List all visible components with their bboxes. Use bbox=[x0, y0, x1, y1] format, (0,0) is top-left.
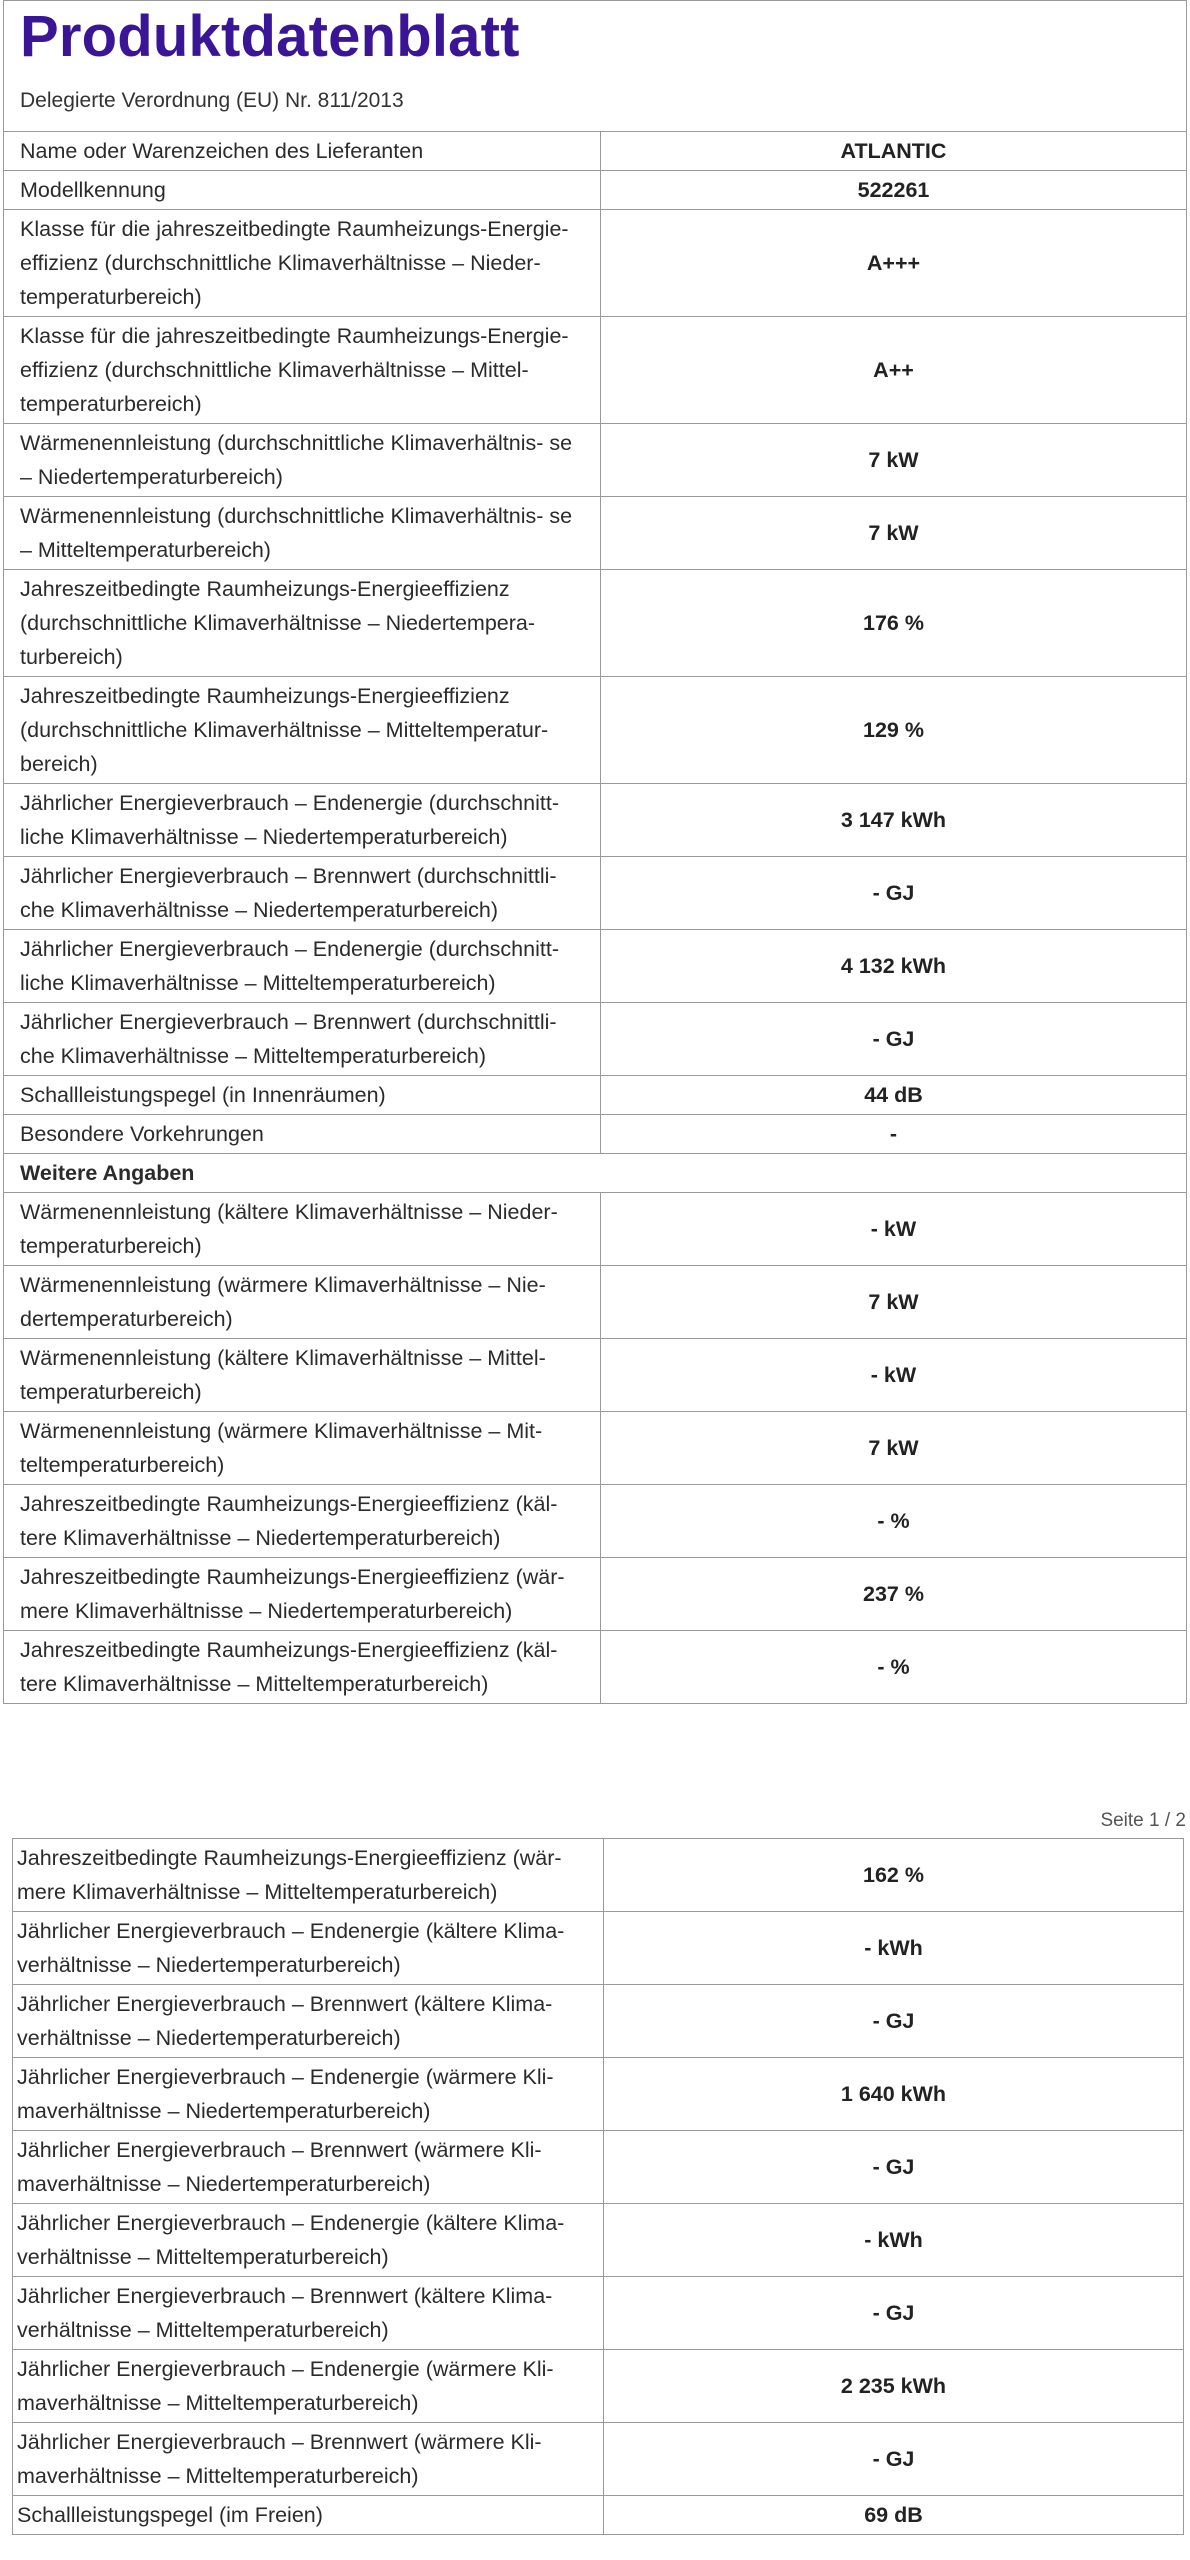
section-title: Weitere Angaben bbox=[4, 1154, 1187, 1193]
row-value: 7 kW bbox=[601, 497, 1187, 570]
table-row bbox=[4, 1485, 1187, 1558]
row-value: - % bbox=[601, 1485, 1187, 1558]
table-row bbox=[4, 1115, 1187, 1154]
table-row bbox=[4, 1412, 1187, 1485]
row-label: Modellkennung bbox=[4, 171, 601, 210]
row-value: - GJ bbox=[604, 2131, 1184, 2204]
row-label: Schallleistungspegel (in Innenräumen) bbox=[4, 1076, 601, 1115]
table-row bbox=[4, 857, 1187, 930]
table-row bbox=[4, 171, 1187, 210]
row-label: Jahreszeitbedingte Raumheizungs-Energieeffizienz (durchschnittliche Klimaverhältnisse – Niedertempera- turbereich) bbox=[4, 570, 601, 677]
row-value: 4 132 kWh bbox=[601, 930, 1187, 1003]
row-value: - GJ bbox=[604, 2423, 1184, 2496]
row-value: - GJ bbox=[604, 2277, 1184, 2350]
row-value: 44 dB bbox=[601, 1076, 1187, 1115]
row-value: 7 kW bbox=[601, 424, 1187, 497]
table-row bbox=[4, 317, 1187, 424]
table-row bbox=[13, 2423, 1184, 2496]
table-row bbox=[4, 1003, 1187, 1076]
row-value: - GJ bbox=[601, 1003, 1187, 1076]
table-row bbox=[4, 1558, 1187, 1631]
row-label: Wärmenennleistung (wärmere Klimaverhältnisse – Nie- dertemperaturbereich) bbox=[4, 1266, 601, 1339]
table-row bbox=[13, 2496, 1184, 2535]
table-row bbox=[13, 1839, 1184, 1912]
row-label: Wärmenennleistung (durchschnittliche Klimaverhältnis- se – Mitteltemperaturbereich) bbox=[4, 497, 601, 570]
table-row bbox=[13, 2058, 1184, 2131]
row-value: - kW bbox=[601, 1193, 1187, 1266]
row-value: 162 % bbox=[604, 1839, 1184, 1912]
table-row bbox=[13, 1912, 1184, 1985]
row-label: Jährlicher Energieverbrauch – Brennwert (kältere Klima- verhältnisse – Niedertemperaturbereich) bbox=[13, 1985, 604, 2058]
data-table-page-2 bbox=[12, 1838, 1184, 2535]
row-label: Jährlicher Energieverbrauch – Brennwert (wärmere Kli- maverhältnisse – Mitteltemperaturbereich) bbox=[13, 2423, 604, 2496]
header bbox=[3, 0, 1187, 131]
data-table-page-1 bbox=[3, 131, 1187, 1704]
table-row bbox=[13, 2131, 1184, 2204]
row-label: Besondere Vorkehrungen bbox=[4, 1115, 601, 1154]
row-value: - kWh bbox=[604, 2204, 1184, 2277]
row-label: Jahreszeitbedingte Raumheizungs-Energieeffizienz (wär- mere Klimaverhältnisse – Mitteltemperaturbereich) bbox=[13, 1839, 604, 1912]
table-row bbox=[4, 132, 1187, 171]
row-label: Wärmenennleistung (durchschnittliche Klimaverhältnis- se – Niedertemperaturbereich) bbox=[4, 424, 601, 497]
row-value: 1 640 kWh bbox=[604, 2058, 1184, 2131]
row-label: Wärmenennleistung (wärmere Klimaverhältnisse – Mit- teltemperaturbereich) bbox=[4, 1412, 601, 1485]
row-label: Jährlicher Energieverbrauch – Endenergie (kältere Klima- verhältnisse – Mitteltemperaturbereich) bbox=[13, 2204, 604, 2277]
table-row bbox=[4, 497, 1187, 570]
row-label: Klasse für die jahreszeitbedingte Raumheizungs-Energie- effizienz (durchschnittliche Klimaverhältnisse – Mittel- temperaturbereich) bbox=[4, 317, 601, 424]
row-value: 2 235 kWh bbox=[604, 2350, 1184, 2423]
table-row bbox=[4, 1631, 1187, 1704]
row-value: A+++ bbox=[601, 210, 1187, 317]
row-value: ATLANTIC bbox=[601, 132, 1187, 171]
row-label: Jährlicher Energieverbrauch – Brennwert (durchschnittli- che Klimaverhältnisse – Mitteltemperaturbereich) bbox=[4, 1003, 601, 1076]
table-row bbox=[13, 2350, 1184, 2423]
table-row bbox=[4, 210, 1187, 317]
table-row bbox=[4, 784, 1187, 857]
row-label: Schallleistungspegel (im Freien) bbox=[13, 2496, 604, 2535]
row-value: 3 147 kWh bbox=[601, 784, 1187, 857]
row-label: Jährlicher Energieverbrauch – Endenergie (durchschnitt- liche Klimaverhältnisse – Mitteltemperaturbereich) bbox=[4, 930, 601, 1003]
row-label: Wärmenennleistung (kältere Klimaverhältnisse – Nieder- temperaturbereich) bbox=[4, 1193, 601, 1266]
regulation-subtitle: Delegierte Verordnung (EU) Nr. 811/2013 bbox=[20, 89, 404, 112]
table-row bbox=[4, 1266, 1187, 1339]
table-row bbox=[13, 1985, 1184, 2058]
row-value: 237 % bbox=[601, 1558, 1187, 1631]
row-value: - % bbox=[601, 1631, 1187, 1704]
page-number: Seite 1 / 2 bbox=[1100, 1810, 1186, 1831]
row-label: Jährlicher Energieverbrauch – Brennwert (wärmere Kli- maverhältnisse – Niedertemperaturbereich) bbox=[13, 2131, 604, 2204]
table-row bbox=[4, 1076, 1187, 1115]
row-label: Jährlicher Energieverbrauch – Endenergie (wärmere Kli- maverhältnisse – Mitteltemperaturbereich) bbox=[13, 2350, 604, 2423]
row-label: Jährlicher Energieverbrauch – Brennwert (durchschnittli- che Klimaverhältnisse – Niedertemperaturbereich) bbox=[4, 857, 601, 930]
table-row bbox=[4, 677, 1187, 784]
page-title: Produktdatenblatt bbox=[20, 4, 520, 69]
row-value: 7 kW bbox=[601, 1266, 1187, 1339]
row-value: - bbox=[601, 1115, 1187, 1154]
section-row bbox=[4, 1154, 1187, 1193]
row-value: 69 dB bbox=[604, 2496, 1184, 2535]
row-value: - GJ bbox=[601, 857, 1187, 930]
row-label: Jährlicher Energieverbrauch – Endenergie (kältere Klima- verhältnisse – Niedertemperaturbereich) bbox=[13, 1912, 604, 1985]
row-value: - GJ bbox=[604, 1985, 1184, 2058]
row-label: Jahreszeitbedingte Raumheizungs-Energieeffizienz (käl- tere Klimaverhältnisse – Niedertemperaturbereich) bbox=[4, 1485, 601, 1558]
table-row bbox=[4, 570, 1187, 677]
row-label: Klasse für die jahreszeitbedingte Raumheizungs-Energie- effizienz (durchschnittliche Klimaverhältnisse – Nieder- temperaturbereich) bbox=[4, 210, 601, 317]
row-value: 522261 bbox=[601, 171, 1187, 210]
row-label: Jährlicher Energieverbrauch – Endenergie (wärmere Kli- maverhältnisse – Niedertemperaturbereich) bbox=[13, 2058, 604, 2131]
table-row bbox=[13, 2204, 1184, 2277]
table-row bbox=[4, 930, 1187, 1003]
row-label: Jährlicher Energieverbrauch – Endenergie (durchschnitt- liche Klimaverhältnisse – Niedertemperaturbereich) bbox=[4, 784, 601, 857]
table-row bbox=[13, 2277, 1184, 2350]
row-value: 176 % bbox=[601, 570, 1187, 677]
row-value: 129 % bbox=[601, 677, 1187, 784]
row-label: Jährlicher Energieverbrauch – Brennwert (kältere Klima- verhältnisse – Mitteltemperaturbereich) bbox=[13, 2277, 604, 2350]
table-row bbox=[4, 1193, 1187, 1266]
table-row bbox=[4, 1339, 1187, 1412]
row-label: Jahreszeitbedingte Raumheizungs-Energieeffizienz (käl- tere Klimaverhältnisse – Mitteltemperaturbereich) bbox=[4, 1631, 601, 1704]
page-2 bbox=[12, 1838, 1184, 2535]
row-value: A++ bbox=[601, 317, 1187, 424]
table-row bbox=[4, 424, 1187, 497]
row-value: 7 kW bbox=[601, 1412, 1187, 1485]
row-value: - kW bbox=[601, 1339, 1187, 1412]
row-label: Jahreszeitbedingte Raumheizungs-Energieeffizienz (wär- mere Klimaverhältnisse – Niedertemperaturbereich) bbox=[4, 1558, 601, 1631]
row-label: Jahreszeitbedingte Raumheizungs-Energieeffizienz (durchschnittliche Klimaverhältnisse – Mitteltemperatur- bereich) bbox=[4, 677, 601, 784]
page-1 bbox=[3, 0, 1187, 1704]
row-value: - kWh bbox=[604, 1912, 1184, 1985]
row-label: Name oder Warenzeichen des Lieferanten bbox=[4, 132, 601, 171]
row-label: Wärmenennleistung (kältere Klimaverhältnisse – Mittel- temperaturbereich) bbox=[4, 1339, 601, 1412]
